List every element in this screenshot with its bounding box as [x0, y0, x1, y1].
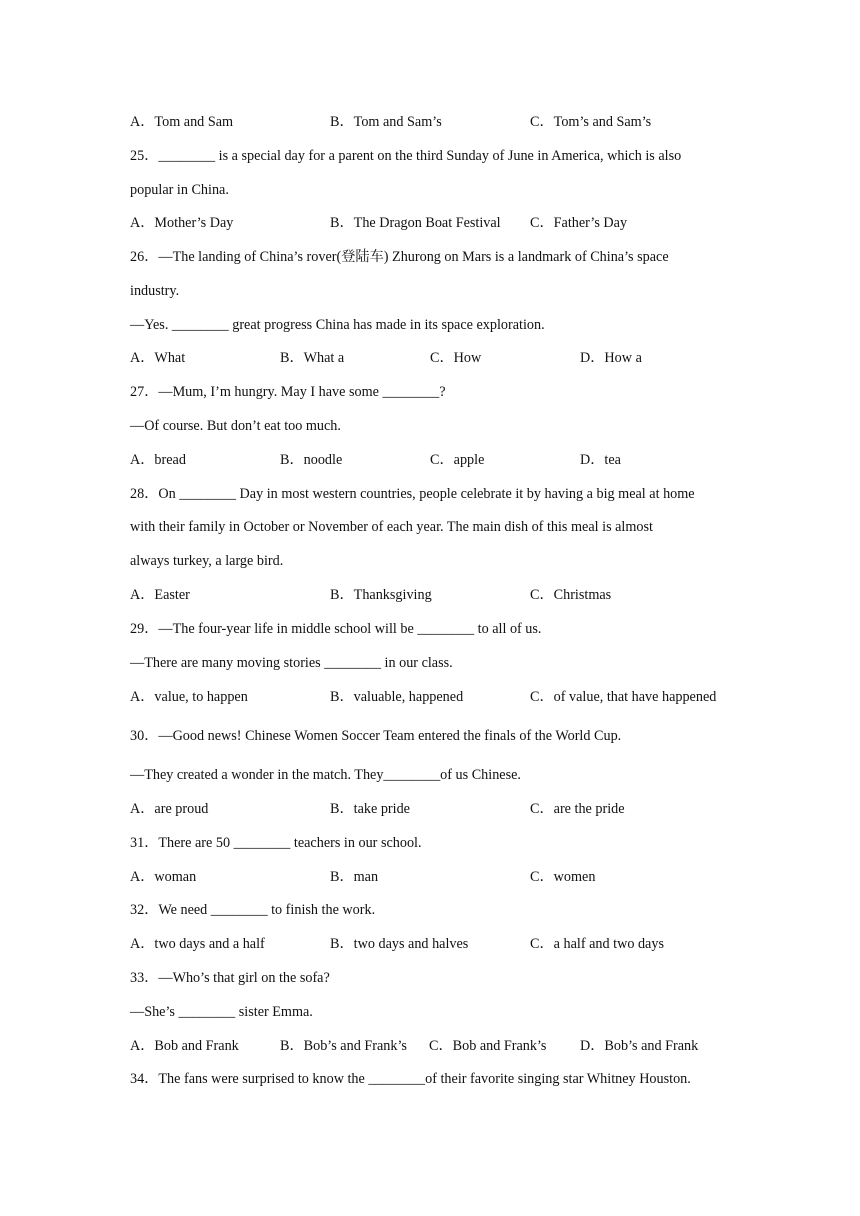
q28-option-c: C．Christmas [530, 587, 612, 603]
q28-option-a: A．Easter [130, 587, 190, 603]
q26-stem-line-2: industry. [130, 283, 180, 299]
q32-option-a: A．two days and a half [130, 936, 265, 952]
q33-stem-line-2: —She’s ________ sister Emma. [130, 1004, 313, 1020]
q29-option-b: B．valuable, happened [330, 689, 464, 705]
q25-option-c: C．Father’s Day [530, 215, 628, 231]
q27-option-d: D．tea [580, 452, 621, 468]
q33-stem-line-1: 33．—Who’s that girl on the sofa? [130, 970, 330, 986]
q31-option-a: A．woman [130, 869, 197, 885]
q27-option-a: A．bread [130, 452, 186, 468]
q24-option-c: C．Tom’s and Sam’s [530, 114, 652, 130]
q30-stem-line-2: —They created a wonder in the match. They________of us Chinese. [130, 767, 521, 783]
q28-stem-line-3: always turkey, a large bird. [130, 553, 284, 569]
q33-option-b: B．Bob’s and Frank’s [280, 1038, 407, 1054]
q30-option-a: A．are proud [130, 801, 209, 817]
q32-stem-line-1: 32．We need ________ to finish the work. [130, 902, 376, 918]
q27-option-b: B．noodle [280, 452, 343, 468]
q31-stem-line-1: 31．There are 50 ________ teachers in our school. [130, 835, 422, 851]
q24-option-a: A．Tom and Sam [130, 114, 234, 130]
q31-option-b: B．man [330, 869, 379, 885]
q25-stem-line-1: 25．________ is a special day for a parent on the third Sunday of June in America, which is also [130, 148, 682, 164]
q25-stem-line-2: popular in China. [130, 182, 229, 198]
q26-option-d: D．How a [580, 350, 642, 366]
q27-option-c: C．apple [430, 452, 485, 468]
q25-option-a: A．Mother’s Day [130, 215, 234, 231]
q34-stem-line-1: 34．The fans were surprised to know the ________of their favorite singing star Whitney Houston. [130, 1071, 691, 1087]
q28-option-b: B．Thanksgiving [330, 587, 432, 603]
q29-option-c: C．of value, that have happened [530, 689, 717, 705]
q28-stem-line-2: with their family in October or November of each year. The main dish of this meal is almost [130, 519, 653, 535]
q30-option-b: B．take pride [330, 801, 410, 817]
q33-option-d: D．Bob’s and Frank [580, 1038, 699, 1054]
q33-option-a: A．Bob and Frank [130, 1038, 239, 1054]
q31-option-c: C．women [530, 869, 596, 885]
q27-stem-line-2: —Of course. But don’t eat too much. [130, 418, 341, 434]
q32-option-b: B．two days and halves [330, 936, 469, 952]
q28-stem-line-1: 28．On ________ Day in most western countries, people celebrate it by having a big meal at home [130, 486, 695, 502]
q24-option-b: B．Tom and Sam’s [330, 114, 442, 130]
q29-stem-line-1: 29．—The four-year life in middle school will be ________ to all of us. [130, 621, 542, 637]
q29-stem-line-2: —There are many moving stories ________ in our class. [130, 655, 453, 671]
q33-option-c: C．Bob and Frank’s [429, 1038, 547, 1054]
q25-option-b: B．The Dragon Boat Festival [330, 215, 501, 231]
q26-option-b: B．What a [280, 350, 345, 366]
q32-option-c: C．a half and two days [530, 936, 664, 952]
q26-stem-line-3: —Yes. ________ great progress China has made in its space exploration. [130, 317, 545, 333]
q26-option-c: C．How [430, 350, 482, 366]
q30-stem-line-1: 30．—Good news! Chinese Women Soccer Team entered the finals of the World Cup. [130, 728, 622, 744]
q29-option-a: A．value, to happen [130, 689, 248, 705]
q27-stem-line-1: 27．—Mum, I’m hungry. May I have some ________? [130, 384, 446, 400]
q26-stem-line-1: 26．—The landing of China’s rover(登陆车) Zhurong on Mars is a landmark of China’s space [130, 249, 669, 265]
q26-option-a: A．What [130, 350, 186, 366]
q30-option-c: C．are the pride [530, 801, 625, 817]
